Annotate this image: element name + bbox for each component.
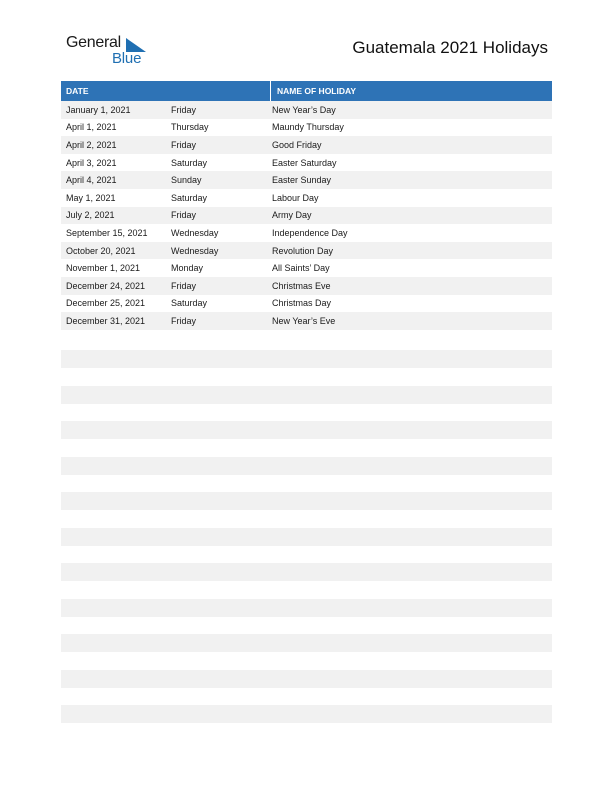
holiday-table	[61, 81, 552, 330]
empty-row	[61, 563, 552, 581]
empty-row	[61, 634, 552, 652]
brand-logo	[66, 34, 156, 70]
logo-blue-text: Blue	[112, 50, 142, 67]
header-date: DATE	[61, 81, 271, 101]
empty-row	[61, 705, 552, 723]
table-row	[61, 136, 552, 154]
table-row	[61, 154, 552, 172]
empty-row	[61, 386, 552, 404]
row-date: July 2, 2021	[66, 210, 115, 221]
empty-row	[61, 421, 552, 439]
row-date: November 1, 2021	[66, 263, 141, 274]
row-holiday-name: Easter Saturday	[272, 157, 337, 168]
row-date: December 31, 2021	[66, 315, 146, 326]
row-day: Wednesday	[171, 245, 219, 256]
row-date: April 1, 2021	[66, 122, 117, 133]
row-date: December 24, 2021	[66, 280, 146, 291]
empty-row	[61, 670, 552, 688]
row-holiday-name: Independence Day	[272, 227, 348, 238]
row-day: Sunday	[171, 175, 202, 186]
table-row	[61, 224, 552, 242]
row-date: April 3, 2021	[66, 157, 117, 168]
row-date: December 25, 2021	[66, 298, 146, 309]
table-row	[61, 242, 552, 260]
table-body	[61, 101, 552, 330]
row-day: Monday	[171, 263, 204, 274]
row-date: April 2, 2021	[66, 139, 117, 150]
table-row	[61, 259, 552, 277]
row-day: Friday	[171, 280, 197, 291]
empty-row	[61, 528, 552, 546]
row-day: Friday	[171, 104, 197, 115]
row-holiday-name: Christmas Day	[272, 298, 332, 309]
table-header	[61, 81, 552, 101]
empty-row	[61, 457, 552, 475]
row-holiday-name: Labour Day	[272, 192, 319, 203]
row-day: Thursday	[171, 122, 209, 133]
row-date: January 1, 2021	[66, 104, 131, 115]
logo-general-text: General	[66, 34, 121, 51]
row-holiday-name: New Year’s Eve	[272, 315, 336, 326]
row-holiday-name: Maundy Thursday	[272, 122, 344, 133]
table-row	[61, 312, 552, 330]
table-row	[61, 189, 552, 207]
page-title: Guatemala 2021 Holidays	[352, 38, 548, 57]
row-date: April 4, 2021	[66, 175, 117, 186]
row-date: September 15, 2021	[66, 227, 148, 238]
row-day: Friday	[171, 315, 197, 326]
empty-row	[61, 599, 552, 617]
empty-row	[61, 350, 552, 368]
row-day: Friday	[171, 210, 197, 221]
row-holiday-name: All Saints’ Day	[272, 263, 330, 274]
row-date: May 1, 2021	[66, 192, 116, 203]
row-day: Wednesday	[171, 227, 219, 238]
table-row	[61, 277, 552, 295]
row-day: Saturday	[171, 298, 208, 309]
empty-row	[61, 492, 552, 510]
table-row	[61, 119, 552, 137]
row-holiday-name: Good Friday	[272, 139, 322, 150]
table-row	[61, 295, 552, 313]
row-holiday-name: Army Day	[272, 210, 312, 221]
row-day: Saturday	[171, 192, 208, 203]
row-holiday-name: Easter Sunday	[272, 175, 332, 186]
row-holiday-name: Revolution Day	[272, 245, 334, 256]
row-day: Friday	[171, 139, 197, 150]
row-day: Saturday	[171, 157, 208, 168]
table-row	[61, 101, 552, 119]
table-row	[61, 171, 552, 189]
empty-rows	[61, 350, 552, 741]
row-holiday-name: Christmas Eve	[272, 280, 331, 291]
row-holiday-name: New Year’s Day	[272, 104, 336, 115]
table-row	[61, 207, 552, 225]
row-date: October 20, 2021	[66, 245, 136, 256]
header-holiday-name: NAME OF HOLIDAY	[277, 86, 357, 96]
